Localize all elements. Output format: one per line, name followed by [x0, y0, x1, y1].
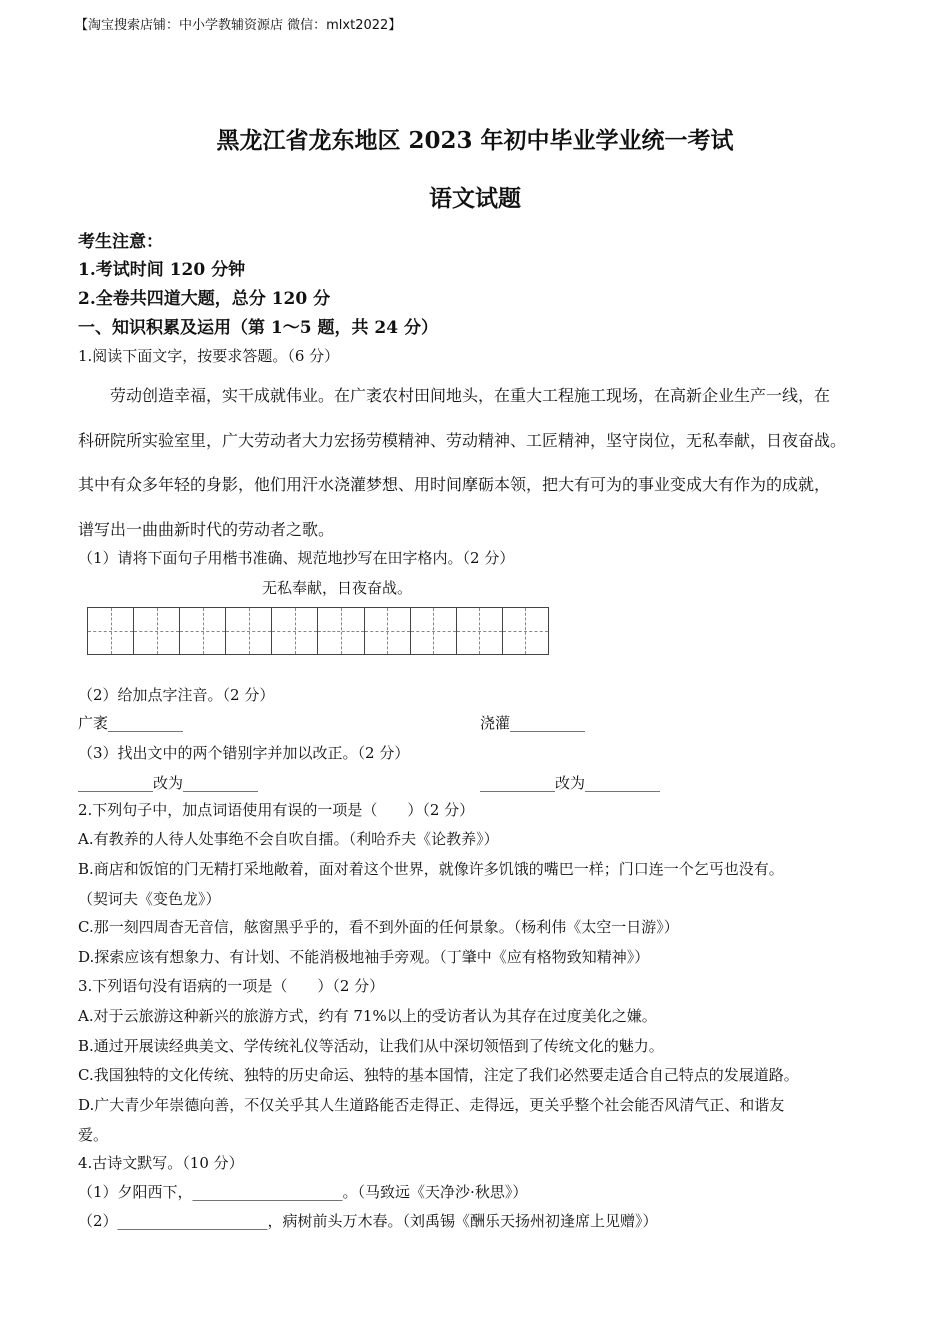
notice-item: 1.考试时间 120 分钟	[78, 260, 246, 280]
header-banner: 【淘宝搜索店铺：中小学教辅资源店 微信：mlxt2022】	[75, 18, 402, 33]
grid-cell	[88, 608, 134, 654]
q1-stem: 1.阅读下面文字，按要求答题。（6 分）	[78, 347, 340, 365]
passage-line: 劳动创造幸福，实干成就伟业。在广袤农村田间地头，在重大工程施工现场，在高新企业生产一线，在	[110, 386, 831, 405]
fix-blank-b: __________改为__________	[480, 774, 661, 792]
exam-title: 黑龙江省龙东地区 2023 年初中毕业学业统一考试	[216, 127, 734, 154]
q3-option-c: C.我国独特的文化传统、独特的历史命运、独特的基本国情，注定了我们必然要走适合自己特点的发展道路。	[78, 1066, 799, 1084]
q3-option-b: B.通过开展读经典美文、学传统礼仪等活动，让我们从中深切领悟到了传统文化的魅力。	[78, 1037, 664, 1055]
q3-option-a: A.对于云旅游这种新兴的旅游方式，约有 71%以上的受访者认为其存在过度美化之嫌。	[78, 1007, 657, 1025]
notice-item: 2.全卷共四道大题，总分 120 分	[78, 289, 331, 309]
fix-blank-a: __________改为__________	[78, 774, 259, 792]
notice-label: 考生注意：	[78, 232, 163, 252]
grid-cell	[226, 608, 272, 654]
q3-option-d-cont: 爱。	[78, 1126, 109, 1144]
grid-cell	[134, 608, 180, 654]
q2-option-d: D.探索应该有想象力、有计划、不能消极地袖手旁观。（丁肇中《应有格物致知精神》）	[78, 948, 650, 966]
passage-line: 其中有众多年轻的身影，他们用汗水浇灌梦想、用时间摩砺本领，把大有可为的事业变成大有作为的成就，	[78, 475, 831, 494]
q2-option-a: A.有教养的人待人处事绝不会自吹自擂。（利哈乔夫《论教养》）	[78, 830, 499, 848]
pinyin-blank-b: 浇灌__________	[480, 714, 586, 732]
copy-sentence: 无私奉献，日夜奋战。	[262, 579, 413, 597]
grid-cell	[457, 608, 503, 654]
q4-stem: 4.古诗文默写。（10 分）	[78, 1154, 244, 1172]
q2-option-b: B.商店和饭馆的门无精打采地敞着，面对着这个世界，就像许多饥饿的嘴巴一样；门口连一个乞丐也没有。	[78, 860, 784, 878]
grid-cell	[318, 608, 364, 654]
q4-line-2: （2）____________________，病树前头万木春。（刘禹锡《酬乐天扬州初逢席上见赠》）	[78, 1212, 658, 1230]
q2-stem: 2.下列句子中，加点词语使用有误的一项是（ ）（2 分）	[78, 801, 475, 819]
q1-sub1: （1）请将下面句子用楷书准确、规范地抄写在田字格内。（2 分）	[78, 549, 515, 567]
grid-cell	[365, 608, 411, 654]
grid-cell	[180, 608, 226, 654]
tianzige-grid	[87, 607, 549, 655]
q1-sub2: （2）给加点字注音。（2 分）	[78, 686, 275, 704]
q3-option-d: D.广大青少年崇德向善，不仅关乎其人生道路能否走得正、走得远，更关乎整个社会能否风清气正、和谐友	[78, 1096, 785, 1114]
q1-sub3: （3）找出文中的两个错别字并加以改正。（2 分）	[78, 744, 410, 762]
q2-option-b-source: （契诃夫《变色龙》）	[78, 890, 221, 908]
section-heading: 一、知识积累及运用（第 1～5 题，共 24 分）	[78, 318, 438, 338]
passage-line: 科研院所实验室里，广大劳动者大力宏扬劳模精神、劳动精神、工匠精神，坚守岗位，无私奉献，日夜奋战。	[78, 431, 847, 450]
q4-line-1: （1）夕阳西下，____________________。（马致远《天净沙·秋思》）	[78, 1183, 528, 1201]
passage-line: 谱写出一曲曲新时代的劳动者之歌。	[78, 520, 335, 539]
grid-cell	[503, 608, 548, 654]
grid-cell	[272, 608, 318, 654]
q2-option-c: C.那一刻四周杳无音信，舷窗黑乎乎的，看不到外面的任何景象。（杨利伟《太空一日游》）	[78, 918, 679, 936]
exam-subtitle: 语文试题	[429, 185, 521, 212]
grid-cell	[411, 608, 457, 654]
q3-stem: 3.下列语句没有语病的一项是（ ）（2 分）	[78, 977, 385, 995]
pinyin-blank-a: 广袤__________	[78, 714, 184, 732]
